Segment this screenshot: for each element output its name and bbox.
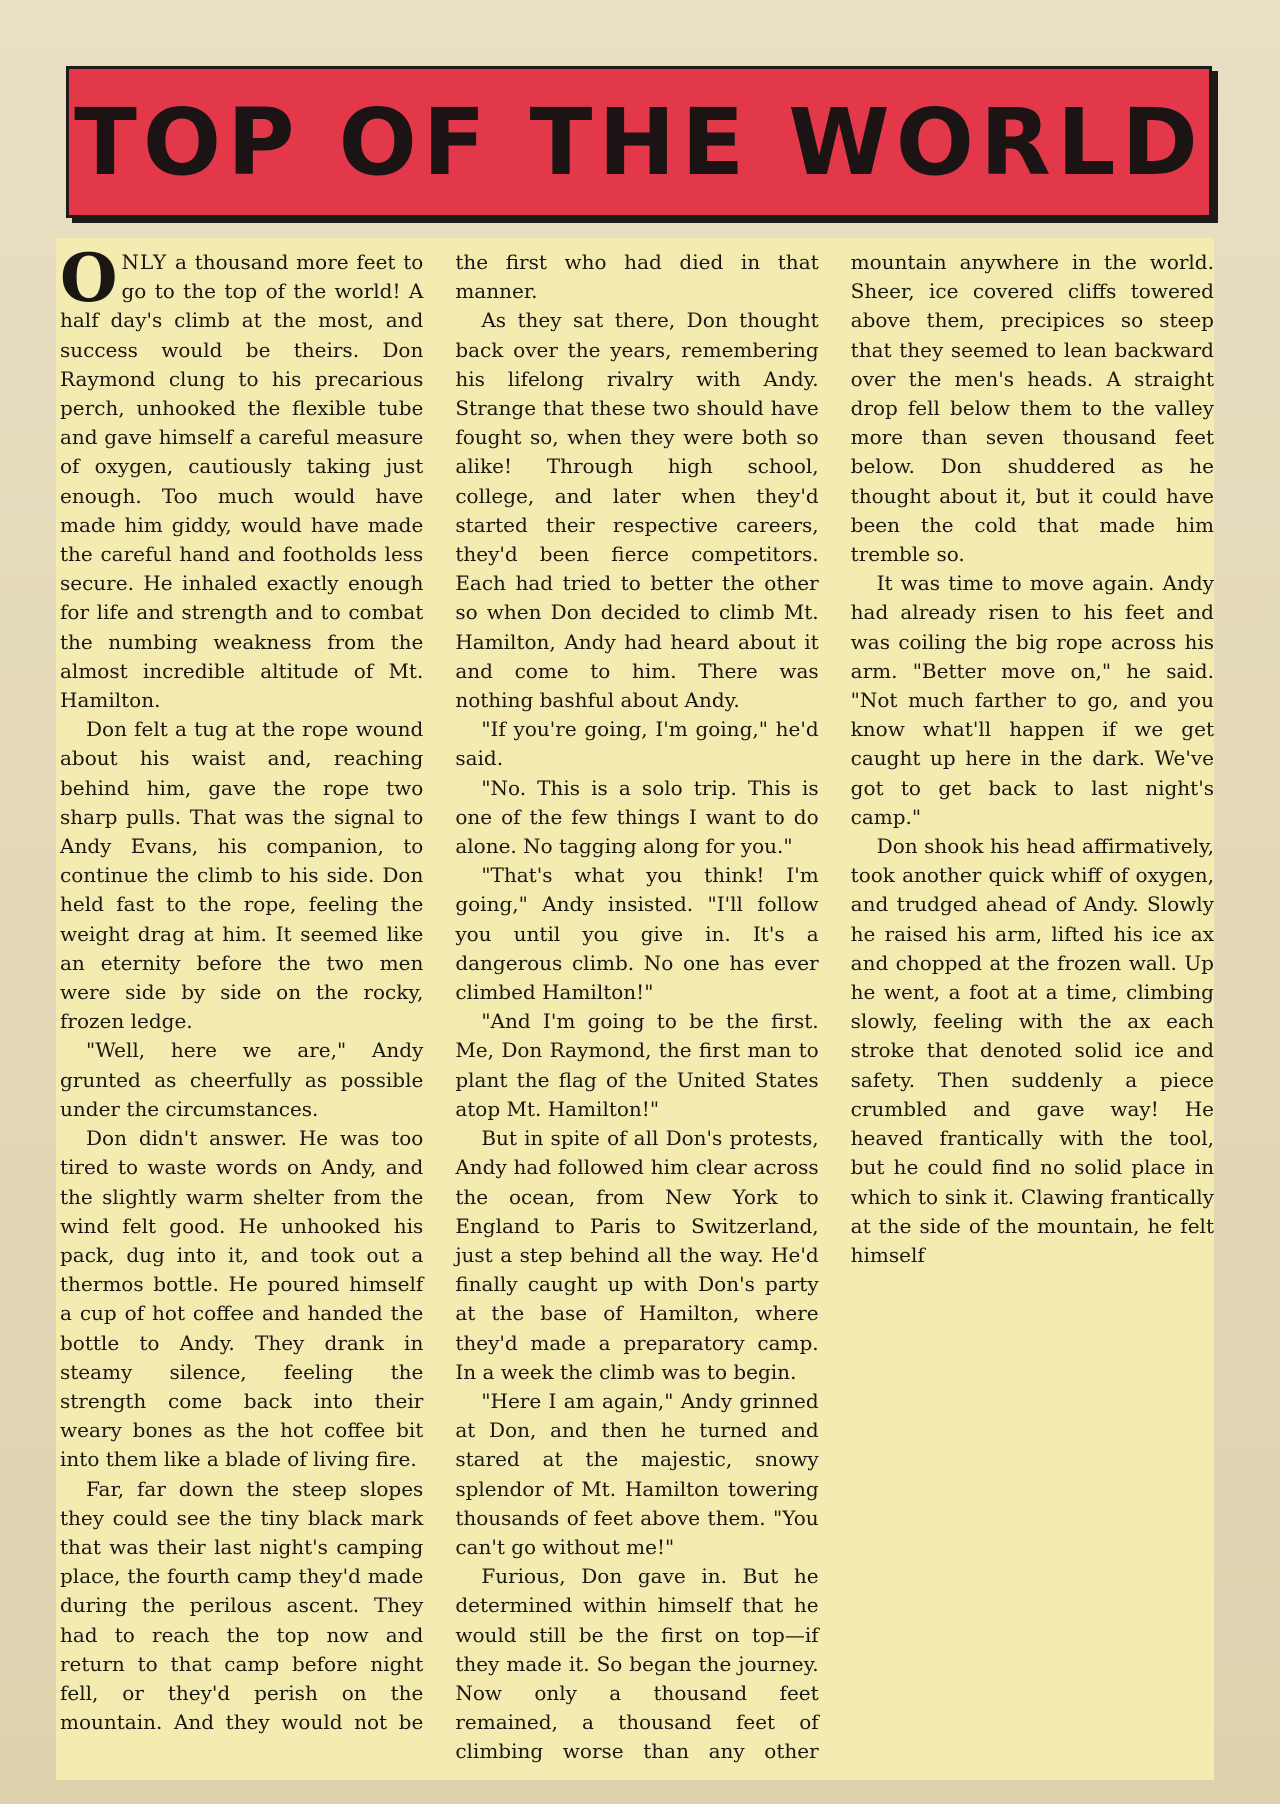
story-paragraph: Furious, Don gave in. But he determined within himself that he would still be the first on top—if they made it. So began the journey. Now only a thousand feet remained, a thousand feet of climbing worse than any other mountain anywhere in the world. Sheer, ice covered cliffs towered above them, precipices so steep that they seemed to lean backward over the men's heads. A straight drop fell below them to the valley more than seven thousand feet below. Don shuddered as he thought about it, but it could have been the cold that made him tremble so. [455, 250, 1214, 1764]
lead-in-word: NLY [121, 250, 168, 274]
paragraph-text: a thousand more feet to go to the top of the world! A half day's climb at the most, and success would be theirs. Don Raymond clung to his precarious perch, unhooked the flexible tube and gave himself a careful measure of oxygen, cautiously taking just enough. Too much would have made him giddy, would have made the careful hand and footholds less secure. He inhaled exactly enough for life and strength and to combat the numbing weakness from the almost incredible altitude of Mt. Hamilton. [60, 250, 424, 713]
story-paragraph: Don didn't answer. He was too tired to waste words on Andy, and the slightly warm shelter from the wind felt good. He unhooked his pack, dug into it, and took out a thermos bottle. He poured himself a cup of hot coffee and handed the bottle to Andy. They drank in steamy silence, feeling the strength come back into their weary bones as the hot coffee bit into them like a blade of living fire. [60, 1126, 424, 1472]
story-paragraph: It was time to move again. Andy had already risen to his feet and was coiling the big rope across his arm. "Better move on," he said. "Not much farther to go, and you know what'll happen if we get caught up here in the dark. We've got to get back to last night's camp." [850, 571, 1214, 829]
story-paragraph: "Well, here we are," Andy grunted as cheerfully as possible under the circumstances. [60, 1038, 424, 1121]
title-banner [66, 66, 1212, 218]
story-text-panel [56, 238, 1214, 1780]
story-columns [60, 239, 1214, 1776]
story-paragraph: "Here I am again," Andy grinned at Don, and then he turned and stared at the majestic, snowy splendor of Mt. Hamilton towering thousands of feet above them. "You can't go without me!" [455, 1388, 819, 1559]
story-paragraph: "If you're going, I'm going," he'd said. [455, 717, 819, 771]
drop-cap-letter: O [60, 239, 118, 317]
story-paragraph [60, 239, 424, 715]
story-paragraph: "That's what you think! I'm going," Andy insisted. "I'll follow you until you give in. It's a dangerous climb. No one has ever climbed Hamilton!" [455, 863, 819, 1005]
story-paragraph: "No. This is a solo trip. This is one of the few things I want to do alone. No tagging along for you." [455, 775, 819, 859]
story-paragraph: "And I'm going to be the first. Me, Don Raymond, the first man to plant the flag of the United States atop Mt. Hamilton!" [455, 1009, 819, 1121]
story-paragraph: Don felt a tug at the rope wound about his waist and, reaching behind him, gave the rope two sharp pulls. That was the signal to Andy Evans, his companion, to continue the climb to his side. Don held fast to the rope, feeling the weight drag at him. It seemed like an eternity before the two men were side by side on the rocky, frozen ledge. [60, 717, 424, 1034]
story-paragraph: Far, far down the steep slopes they could see the tiny black mark that was their last night's camping place, the fourth camp they'd made during the perilous ascent. They had to reach the top now and return to that camp before night fell, or they'd perish on the mountain. And they would not be the first who had died in that manner. [60, 250, 819, 1735]
story-title: TOP OF THE WORLD [74, 88, 1204, 196]
story-paragraph: As they sat there, Don thought back over the years, remembering his lifelong rivalry with Andy. Strange that these two should have fought so, when they were both so alike! Through high school, college, and later when they'd started their respective careers, they'd been fierce competitors. Each had tried to better the other so when Don decided to climb Mt. Hamilton, Andy had heard about it and come to him. There was nothing bashful about Andy. [455, 308, 819, 713]
story-paragraph: But in spite of all Don's protests, Andy had followed him clear across the ocean, from New York to England to Paris to Switzerland, just a step behind all the way. He'd finally caught up with Don's party at the base of Hamilton, where they'd made a preparatory camp. In a week the climb was to begin. [455, 1126, 819, 1384]
story-paragraph: Don shook his head affirmatively, took another quick whiff of oxygen, and trudged ahead of Andy. Slowly he raised his arm, lifted his ice ax and chopped at the frozen wall. Up he went, a foot at a time, climbing slowly, feeling with the ax each stroke that denoted solid ice and safety. Then suddenly a piece crumbled and gave way! He heaved frantically with the tool, but he could find no solid place in which to sink it. Clawing frantically at the side of the mountain, he felt himself [850, 834, 1214, 1267]
